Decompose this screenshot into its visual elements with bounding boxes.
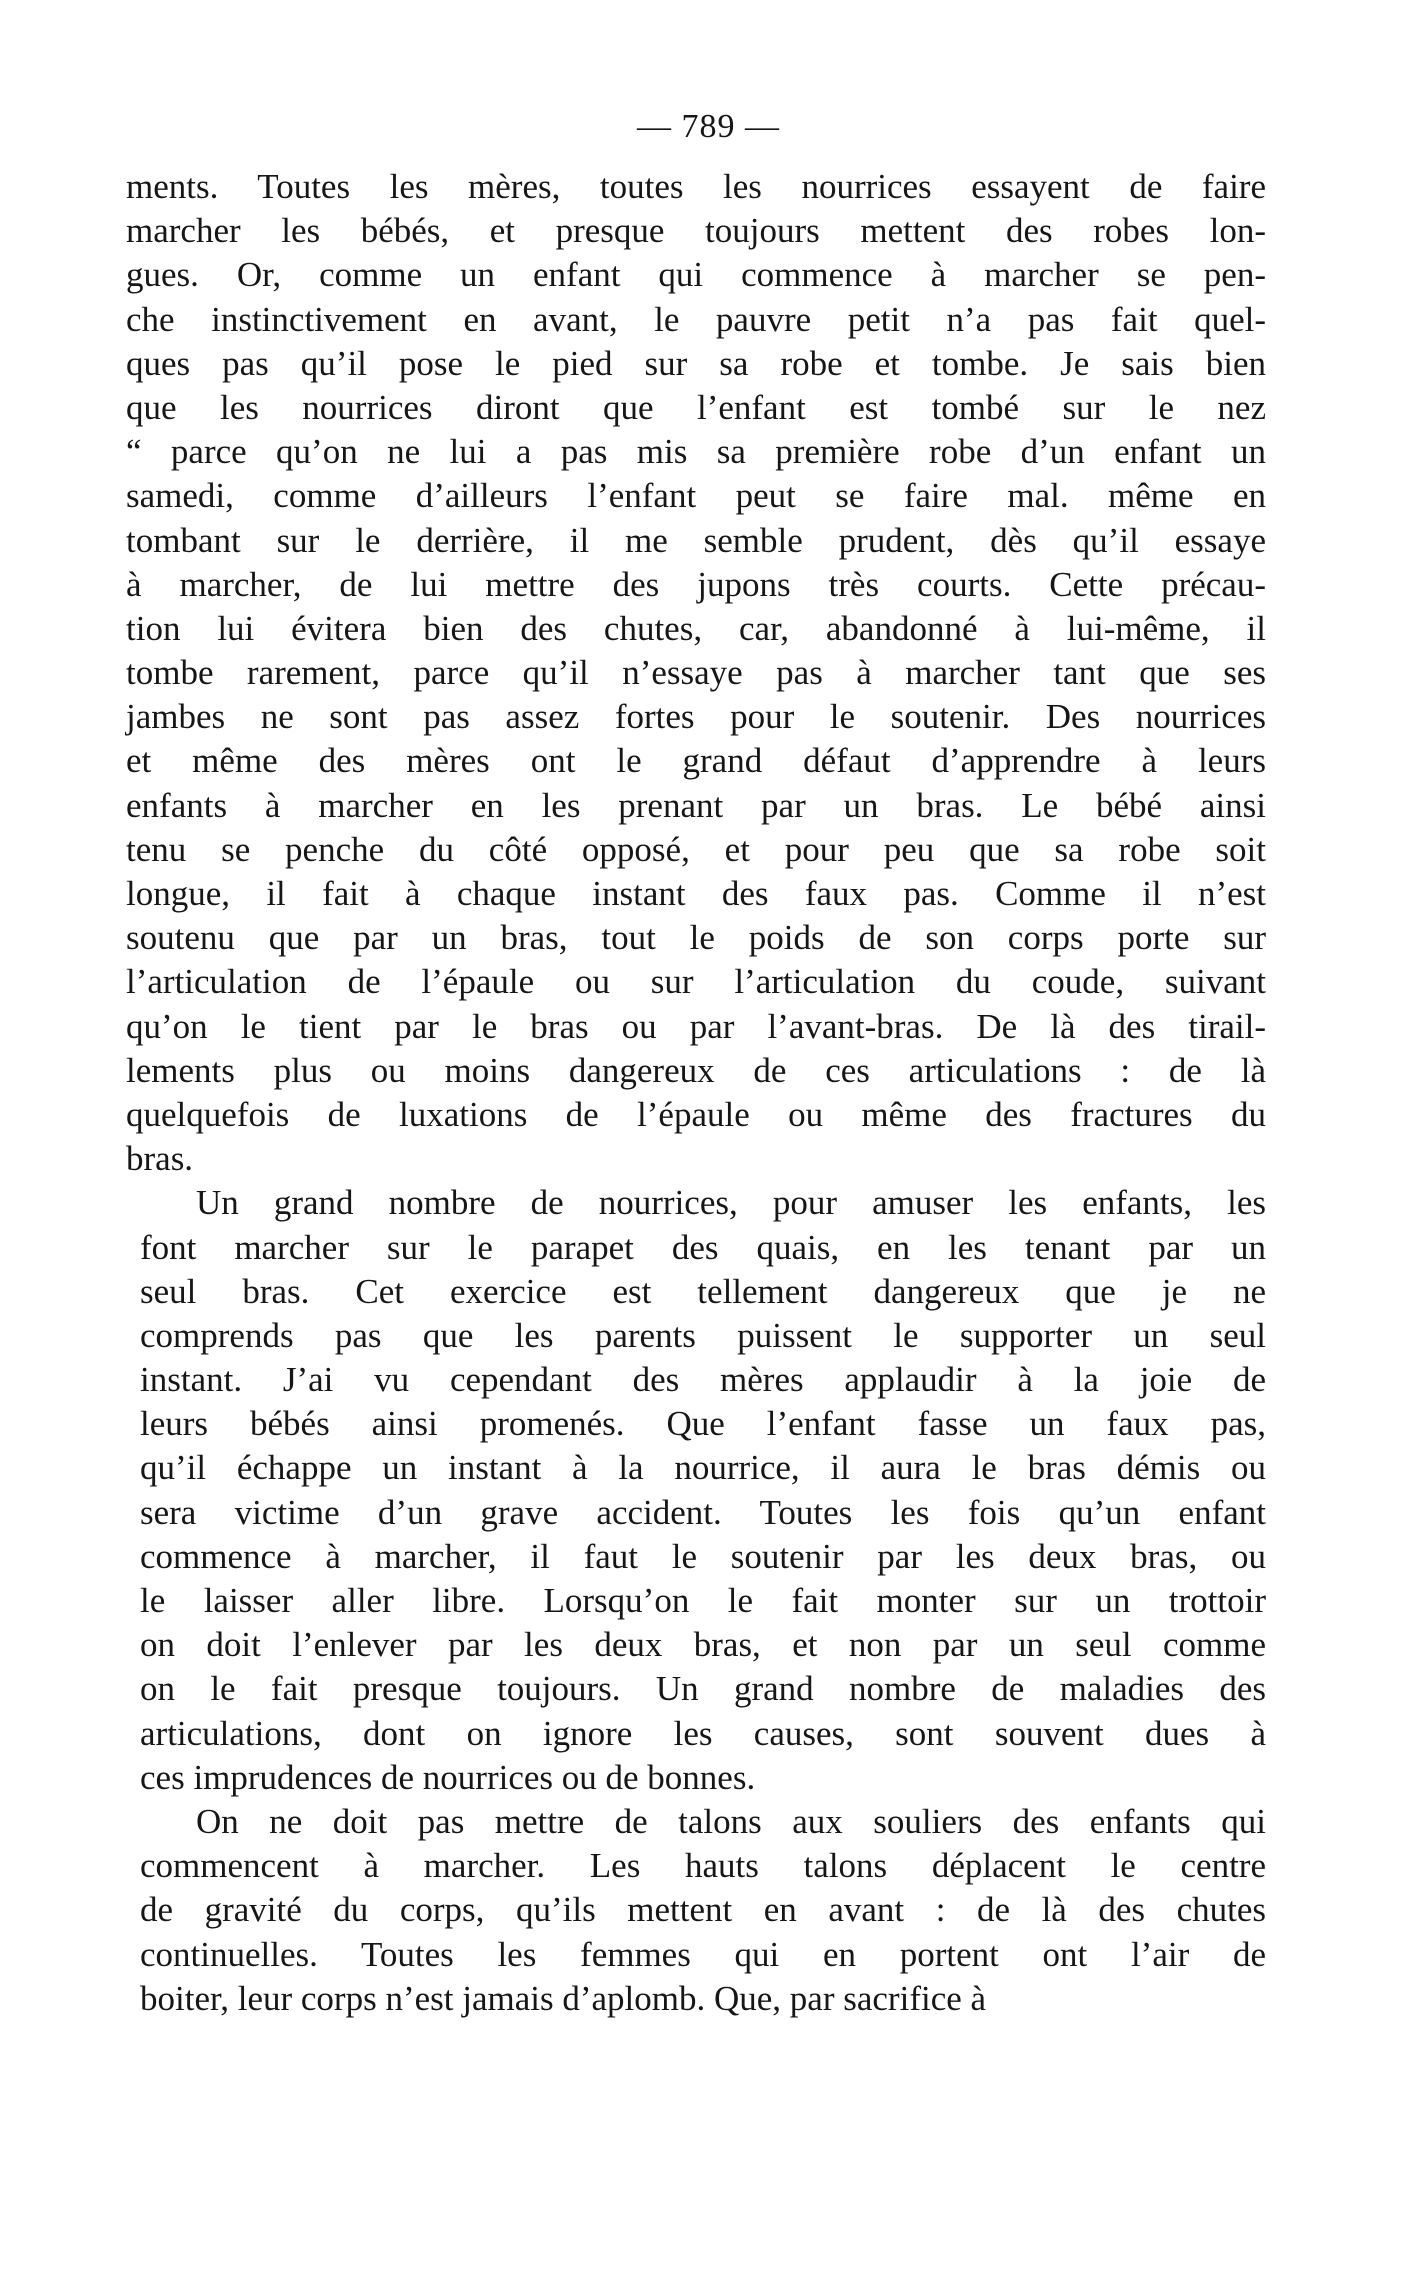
text-line: le laisser aller libre. Lorsqu’on le fait monter sur un trottoir: [140, 1581, 1266, 1620]
text-line: qu’on le tient par le bras ou par l’avant-bras. De là des tirail-: [126, 1006, 1266, 1046]
text-line: tion lui évitera bien des chutes, car, abandonné à lui-même, il: [126, 608, 1266, 648]
text-line: que les nourrices diront que l’enfant est tombé sur le nez: [126, 387, 1266, 427]
text-line: on doit l’enlever par les deux bras, et non par un seul comme: [140, 1625, 1266, 1665]
text-line: on le fait presque toujours. Un grand nombre de maladies des: [140, 1669, 1266, 1709]
text-line: Un grand nombre de nourrices, pour amuser les enfants, les: [196, 1183, 1266, 1223]
text-line: comprends pas que les parents puissent le supporter un seul: [140, 1315, 1266, 1355]
text-line: ces imprudences de nourrices ou de bonnes.: [140, 1757, 756, 1797]
text-line: instant. J’ai vu cependant des mères applaudir à la joie de: [140, 1360, 1266, 1400]
text-line: jambes ne sont pas assez fortes pour le soutenir. Des nourrices: [126, 697, 1266, 737]
text-line: gues. Or, comme un enfant qui commence à marcher se pen-: [126, 255, 1266, 295]
text-line: ments. Toutes les mères, toutes les nourrices essayent de faire: [126, 167, 1266, 206]
text-line: longue, il fait à chaque instant des faux pas. Comme il n’est: [126, 874, 1266, 913]
text-line: leurs bébés ainsi promenés. Que l’enfant fasse un faux pas,: [140, 1404, 1266, 1444]
paragraph: [140, 1800, 1266, 2021]
paragraph: [126, 165, 1266, 1181]
text-line: tombant sur le derrière, il me semble prudent, dès qu’il essaye: [126, 520, 1266, 560]
text-line: marcher les bébés, et presque toujours mettent des robes lon-: [126, 211, 1266, 251]
paragraph: [140, 1181, 1266, 1800]
text-line: che instinctivement en avant, le pauvre petit n’a pas fait quel-: [126, 299, 1266, 339]
text-line: bras.: [126, 1139, 194, 1179]
text-line: On ne doit pas mettre de talons aux souliers des enfants qui: [196, 1801, 1266, 1841]
text-line: lements plus ou moins dangereux de ces articulations : de là: [126, 1050, 1266, 1090]
text-line: commence à marcher, il faut le soutenir par les deux bras, ou: [140, 1536, 1266, 1576]
page-text: [126, 165, 1266, 2021]
text-line: de gravité du corps, qu’ils mettent en avant : de là des chutes: [140, 1890, 1266, 1930]
text-line: continuelles. Toutes les femmes qui en portent ont l’air de: [140, 1934, 1266, 1974]
text-line: font marcher sur le parapet des quais, en les tenant par un: [140, 1227, 1266, 1267]
text-line: quelquefois de luxations de l’épaule ou même des fractures du: [126, 1094, 1266, 1134]
text-line: à marcher, de lui mettre des jupons très courts. Cette précau-: [126, 564, 1266, 604]
text-line: et même des mères ont le grand défaut d’apprendre à leurs: [126, 741, 1266, 781]
text-line: tombe rarement, parce qu’il n’essaye pas à marcher tant que ses: [126, 653, 1266, 693]
text-line: tenu se penche du côté opposé, et pour peu que sa robe soit: [126, 829, 1266, 869]
text-line: commencent à marcher. Les hauts talons déplacent le centre: [140, 1846, 1266, 1886]
text-line: “ parce qu’on ne lui a pas mis sa première robe d’un enfant un: [126, 432, 1266, 472]
text-line: l’articulation de l’épaule ou sur l’articulation du coude, suivant: [126, 962, 1266, 1002]
text-line: articulations, dont on ignore les causes, sont souvent dues à: [140, 1713, 1266, 1753]
text-line: qu’il échappe un instant à la nourrice, il aura le bras démis ou: [140, 1448, 1266, 1488]
text-line: enfants à marcher en les prenant par un bras. Le bébé ainsi: [126, 785, 1266, 825]
text-line: boiter, leur corps n’est jamais d’aplomb. Que, par sacrifice à: [140, 1978, 987, 2018]
text-line: sera victime d’un grave accident. Toutes les fois qu’un enfant: [140, 1492, 1266, 1532]
text-line: samedi, comme d’ailleurs l’enfant peut se faire mal. même en: [126, 476, 1266, 516]
text-line: seul bras. Cet exercice est tellement dangereux que je ne: [140, 1271, 1266, 1311]
text-line: ques pas qu’il pose le pied sur sa robe et tombe. Je sais bien: [126, 343, 1266, 383]
page-number: — 789 —: [637, 108, 780, 145]
text-line: soutenu que par un bras, tout le poids de son corps porte sur: [126, 918, 1266, 958]
